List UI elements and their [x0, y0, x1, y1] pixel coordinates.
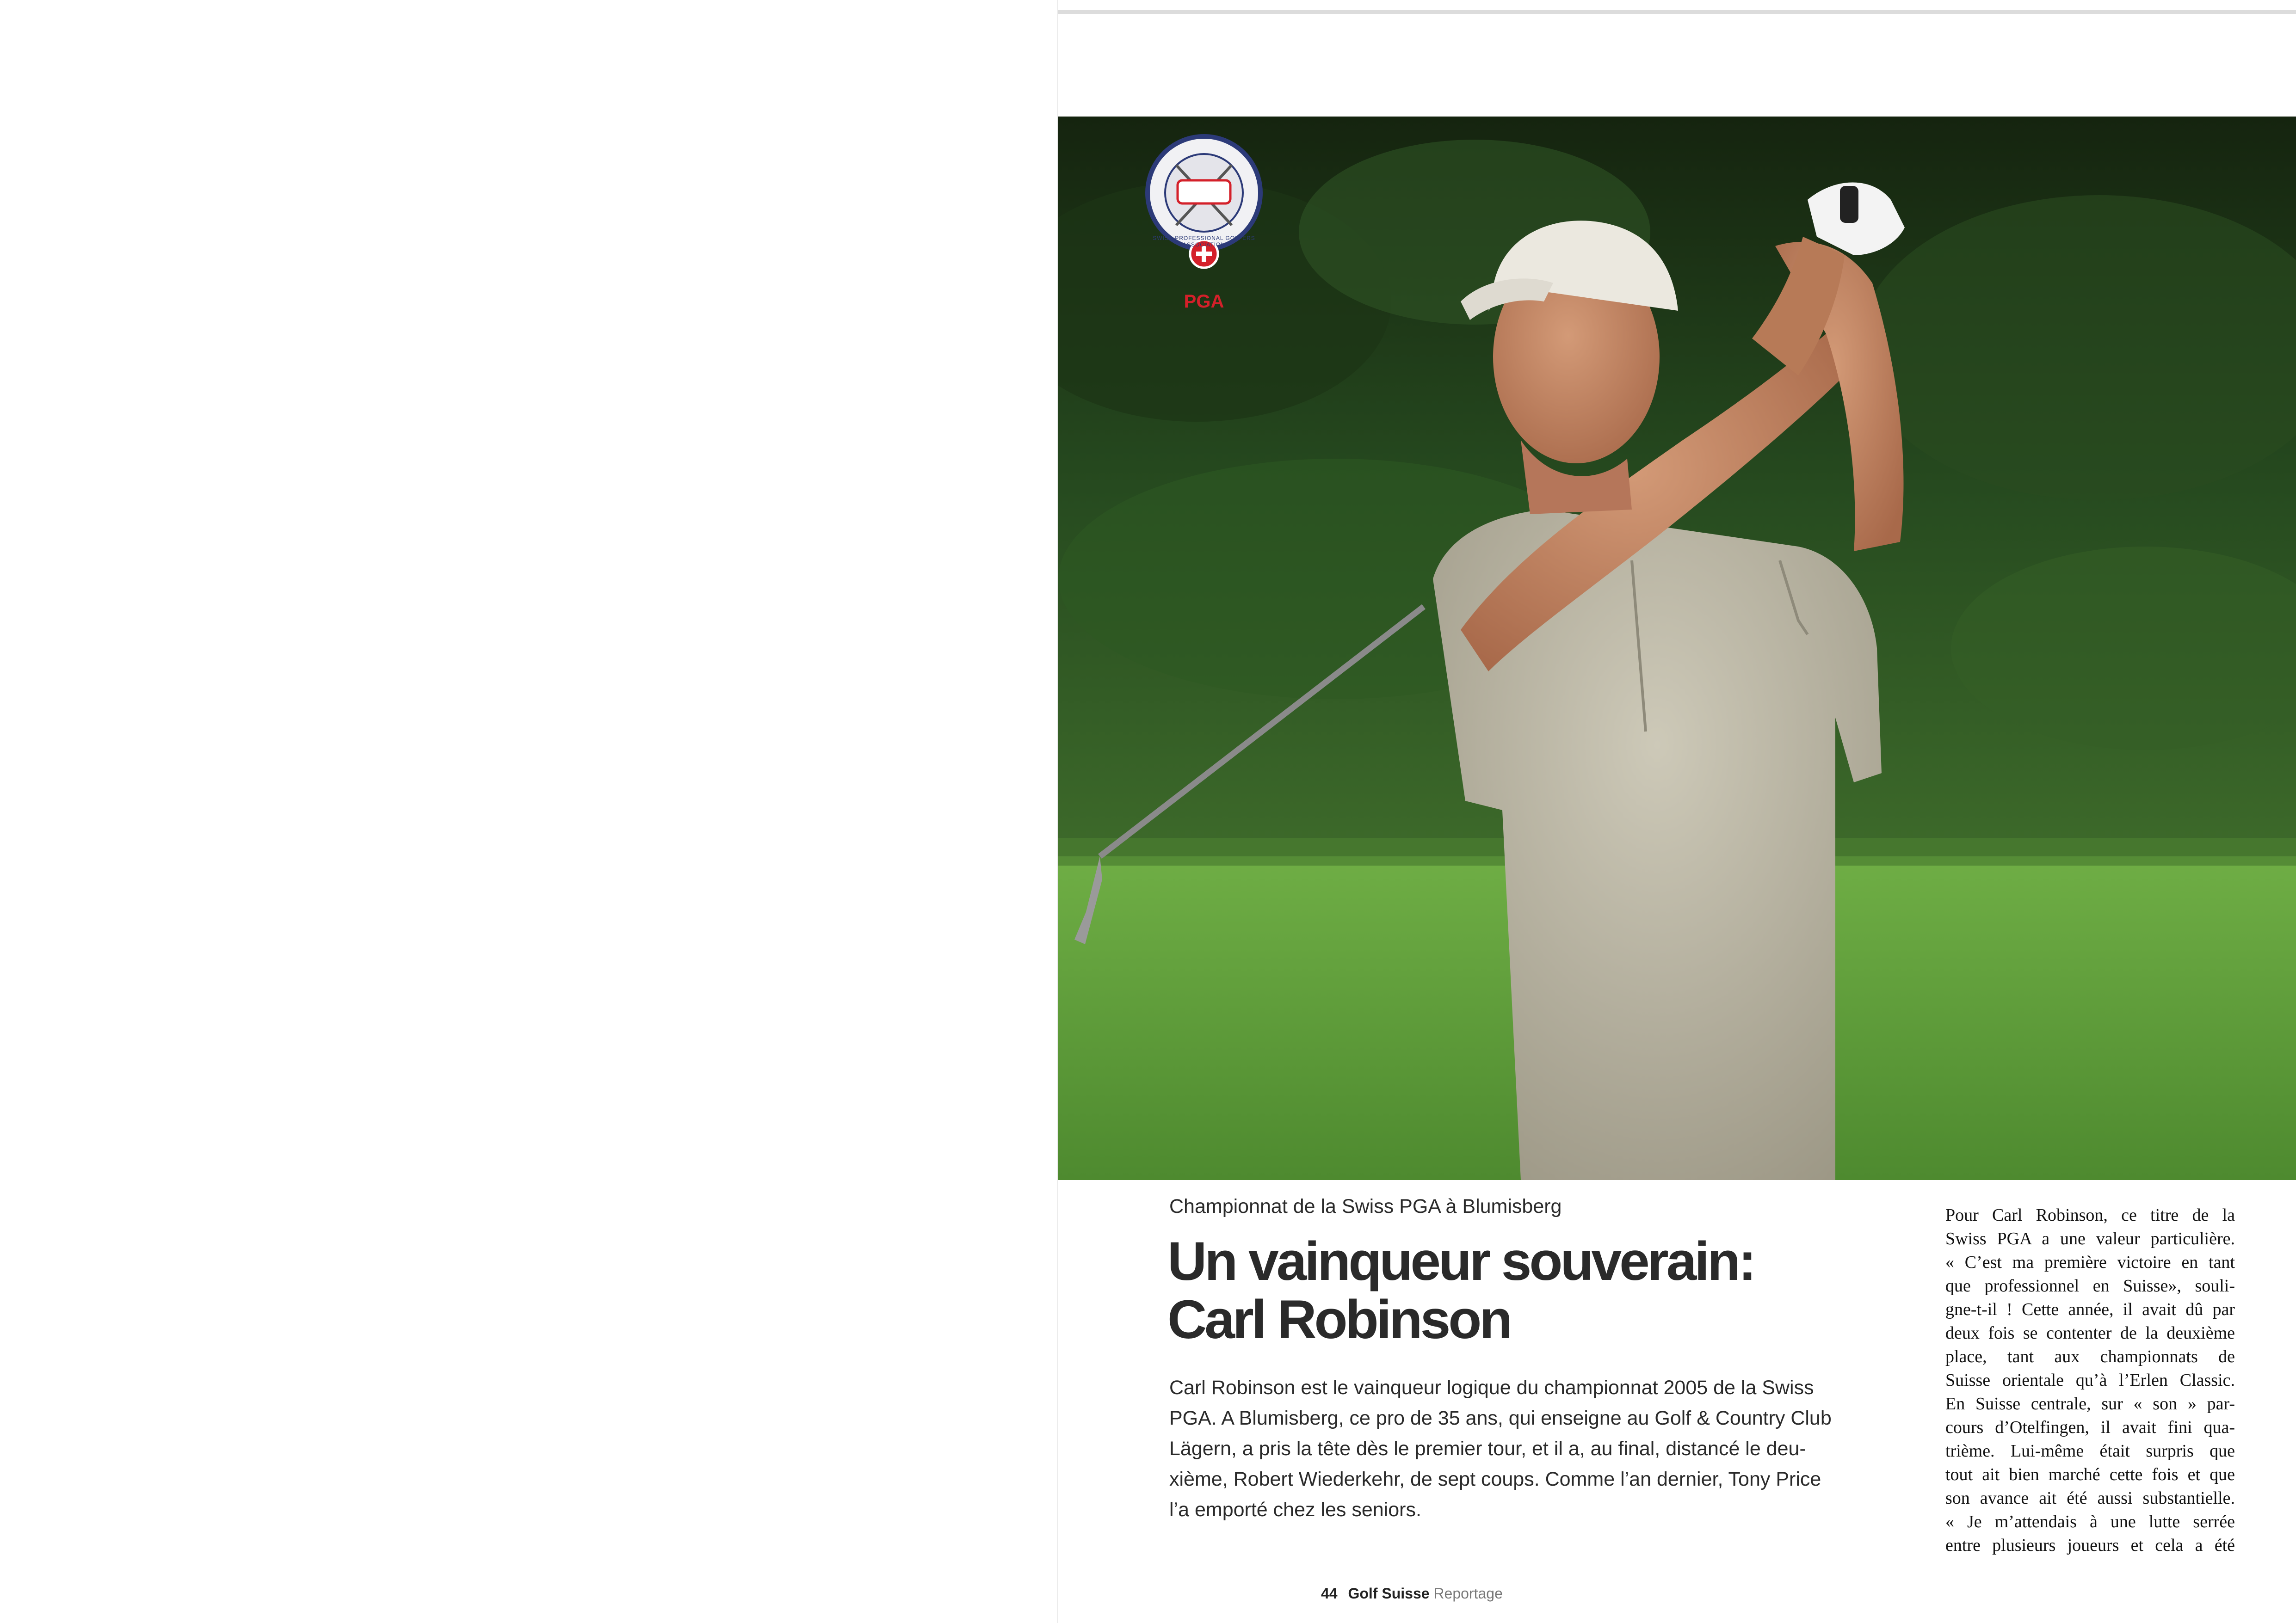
- column-line: place, tant aux championnats de: [1945, 1347, 2235, 1366]
- article-kicker: Championnat de la Swiss PGA à Blumisberg: [1169, 1195, 1562, 1217]
- lead-line: PGA. A Blumisberg, ce pro de 35 ans, qui enseigne au Golf & Country Club: [1169, 1407, 1832, 1429]
- column-line: que professionnel en Suisse», souli-: [1945, 1276, 2235, 1296]
- page-footer: [1321, 1585, 1503, 1602]
- column-line: gne-t-il ! Cette année, il avait dû par: [1945, 1300, 2235, 1319]
- lead-line: xième, Robert Wiederkehr, de sept coups. Comme l’an dernier, Tony Price: [1169, 1468, 1821, 1490]
- pga-acronym: PGA: [1184, 291, 1224, 312]
- column-line: trième. Lui-même était surpris que: [1945, 1441, 2235, 1461]
- column-line: son avance ait été aussi substantielle.: [1945, 1488, 2235, 1508]
- magazine-name: Golf Suisse: [1348, 1585, 1430, 1602]
- column-line: Swiss PGA a une valeur particulière.: [1945, 1229, 2235, 1248]
- column-line: Pour Carl Robinson, ce titre de la: [1945, 1205, 2235, 1225]
- headline-line: Un vainqueur souverain:: [1167, 1231, 1754, 1292]
- article-lead: [1169, 1372, 1891, 1525]
- left-blank-page: [0, 0, 1057, 1623]
- column-line: « C’est ma première victoire en tant: [1945, 1253, 2235, 1272]
- page-number: 44: [1321, 1585, 1338, 1602]
- column-line: deux fois se contenter de la deuxième: [1945, 1323, 2235, 1343]
- column-line: En Suisse centrale, sur « son » par-: [1945, 1394, 2235, 1414]
- pga-ring-text: SWISS PROFESSIONAL GOLFERS ASSOCIATION: [1153, 235, 1255, 248]
- golfer-photo: [1058, 117, 2296, 1180]
- column-line: cours d’Otelfingen, il avait fini qua-: [1945, 1418, 2235, 1437]
- section-name: Reportage: [1433, 1585, 1503, 1602]
- column-line: tout ait bien marché cette fois et que: [1945, 1465, 2235, 1484]
- column-line: entre plusieurs joueurs et cela a été: [1945, 1536, 2235, 1555]
- lead-line: Lägern, a pris la tête dès le premier tour, et il a, au final, distancé le deu-: [1169, 1438, 1806, 1460]
- column-line: « Je m’attendais à une lutte serrée: [1945, 1512, 2235, 1531]
- column-line: Suisse orientale qu’à l’Erlen Classic.: [1945, 1371, 2235, 1390]
- headline-line: Carl Robinson: [1167, 1289, 1511, 1350]
- right-page: [1058, 0, 2296, 1623]
- body-column: [1945, 1204, 2235, 1557]
- lead-line: Carl Robinson est le vainqueur logique du championnat 2005 de la Swiss: [1169, 1377, 1814, 1399]
- article-headline: [1167, 1232, 1907, 1349]
- top-rule: [1058, 10, 2296, 14]
- lead-line: l’a emporté chez les seniors.: [1169, 1499, 1421, 1521]
